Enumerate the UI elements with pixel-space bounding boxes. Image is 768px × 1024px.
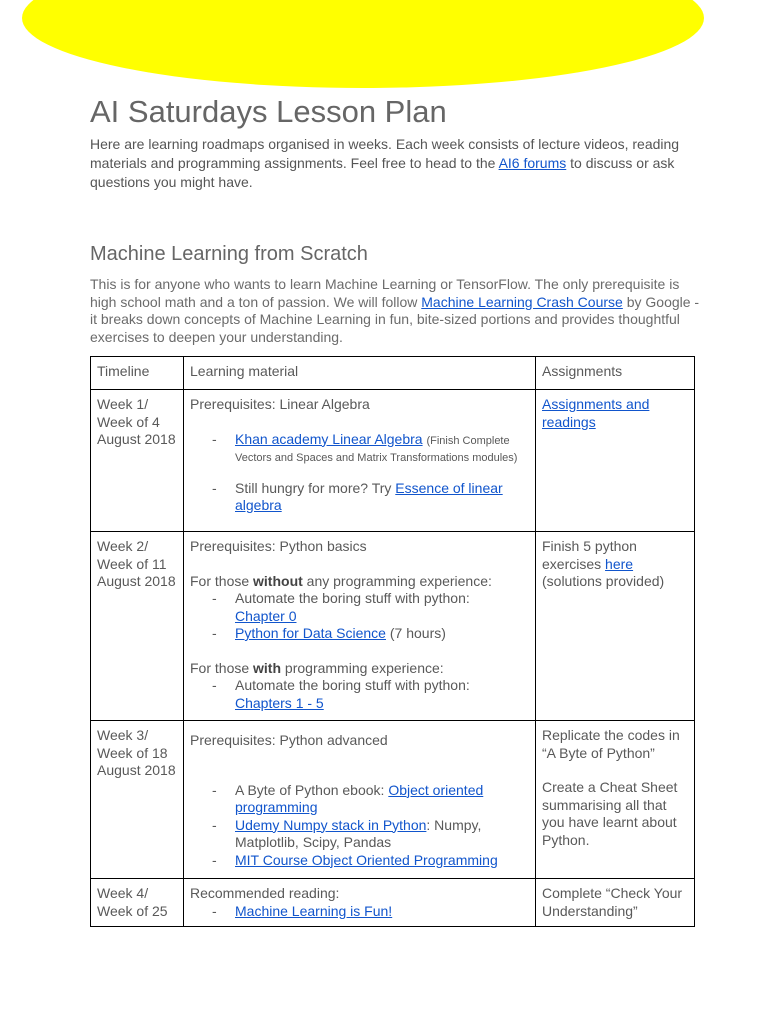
with-bold: with (253, 659, 282, 676)
atbs-text: Automate the boring stuff with python: (235, 590, 470, 606)
without-pre: For those (190, 572, 254, 589)
byte-text: A Byte of Python ebook: (235, 781, 389, 798)
list-item (190, 480, 530, 515)
table-row-week-4 (91, 879, 695, 927)
week1-prereq: Prerequisites: Linear Algebra (190, 396, 370, 412)
section-heading: Machine Learning from Scratch (90, 243, 368, 265)
exercises-here-link[interactable]: here (605, 555, 634, 572)
list-item (190, 625, 530, 643)
header-timeline: Timeline (91, 357, 184, 390)
week3-timeline: Week 3/ Week of 18 August 2018 (91, 721, 184, 879)
oop-link[interactable]: Object oriented programming (235, 781, 484, 815)
week4-assignments: Complete “Check Your Understanding” (536, 879, 695, 927)
page-title: AI Saturdays Lesson Plan (90, 94, 447, 129)
without-bold: without (253, 572, 303, 589)
header-banner (22, 0, 704, 88)
ai6-forums-link[interactable]: AI6 forums (498, 155, 567, 171)
week1-list (190, 431, 530, 515)
week4-material (184, 879, 536, 927)
with-experience-line (190, 660, 530, 678)
with-post: programming experience: (281, 659, 444, 676)
intro-text-end: to discuss or ask questions you might have. (90, 155, 675, 190)
table-header-row (91, 357, 695, 390)
with-pre: For those (190, 659, 254, 676)
week2-list-a (190, 590, 530, 643)
week3-prereq: Prerequisites: Python advanced (190, 732, 388, 748)
header-learning-material: Learning material (184, 357, 536, 390)
assign2-pre: Finish 5 python exercises (542, 538, 637, 572)
section-paragraph (90, 276, 700, 346)
week3-assign-2: Create a Cheat Sheet summarising all that you have learnt about Python. (542, 779, 678, 848)
list-item (190, 782, 530, 817)
week1-timeline: Week 1/ Week of 4 August 2018 (91, 390, 184, 532)
week1-material (184, 390, 536, 532)
udemy-numpy-link[interactable]: Udemy Numpy stack in Python (235, 816, 427, 833)
chapters-1-5-link[interactable]: Chapters 1 - 5 (235, 694, 324, 711)
week3-assignments (536, 721, 695, 879)
essence-linear-algebra-link[interactable]: Essence of linear algebra (235, 479, 503, 513)
week2-list-b (190, 677, 530, 712)
table-row-week-3 (91, 721, 695, 879)
week1-assignments (536, 390, 695, 532)
week2-prereq: Prerequisites: Python basics (190, 538, 367, 554)
section-text: This is for anyone who wants to learn Machine Learning or TensorFlow. The only prerequisite is high school math and a ton of passion. We will follow (90, 276, 680, 310)
udemy-note: : Numpy, Matplotlib, Scipy, Pandas (235, 816, 482, 850)
document-body (90, 92, 700, 346)
week2-assignments (536, 532, 695, 721)
lesson-plan-table (90, 356, 695, 927)
table-row-week-2 (91, 532, 695, 721)
intro-text: Here are learning roadmaps organised in weeks. Each week consists of lecture videos, reading materials and programming assignments. Feel free to head to the (90, 136, 680, 171)
python-data-science-link[interactable]: Python for Data Science (235, 625, 386, 641)
week2-timeline: Week 2/ Week of 11 August 2018 (91, 532, 184, 721)
khan-note: (Finish Complete Vectors and Spaces and Matrix Transformations modules) (235, 434, 518, 464)
header-assignments: Assignments (536, 357, 695, 390)
list-item (190, 590, 530, 625)
ml-is-fun-link[interactable]: Machine Learning is Fun! (235, 902, 393, 919)
mit-oop-link[interactable]: MIT Course Object Oriented Programming (235, 851, 498, 868)
atbs-text-2: Automate the boring stuff with python: (235, 677, 470, 693)
hungry-text: Still hungry for more? Try (235, 479, 396, 496)
week4-reco: Recommended reading: (190, 885, 340, 901)
list-item (190, 431, 530, 466)
assign2-post: (solutions provided) (542, 573, 665, 589)
without-post: any programming experience: (302, 572, 492, 589)
list-item (190, 903, 530, 921)
list-item (190, 677, 530, 712)
week2-material (184, 532, 536, 721)
table-row-week-1 (91, 390, 695, 532)
chapter-0-link[interactable]: Chapter 0 (235, 607, 297, 624)
pyds-note: (7 hours) (385, 625, 446, 641)
without-experience-line (190, 573, 530, 591)
week4-timeline: Week 4/ Week of 25 (91, 879, 184, 927)
week3-material (184, 721, 536, 879)
intro-paragraph (90, 135, 700, 192)
assignments-readings-link[interactable]: Assignments and readings (542, 396, 650, 430)
week3-assign-1: Replicate the codes in “A Byte of Python” (542, 727, 680, 761)
list-item (190, 817, 530, 852)
week3-list (190, 782, 530, 870)
section-text-end: by Google - it breaks down concepts of Machine Learning in fun, bite-sized portions and provides thoughtful exercises to deepen your understanding. (90, 293, 700, 345)
week4-list (190, 903, 530, 921)
khan-academy-link[interactable]: Khan academy Linear Algebra (235, 430, 423, 447)
ml-crash-course-link[interactable]: Machine Learning Crash Course (421, 293, 623, 310)
list-item (190, 852, 530, 870)
